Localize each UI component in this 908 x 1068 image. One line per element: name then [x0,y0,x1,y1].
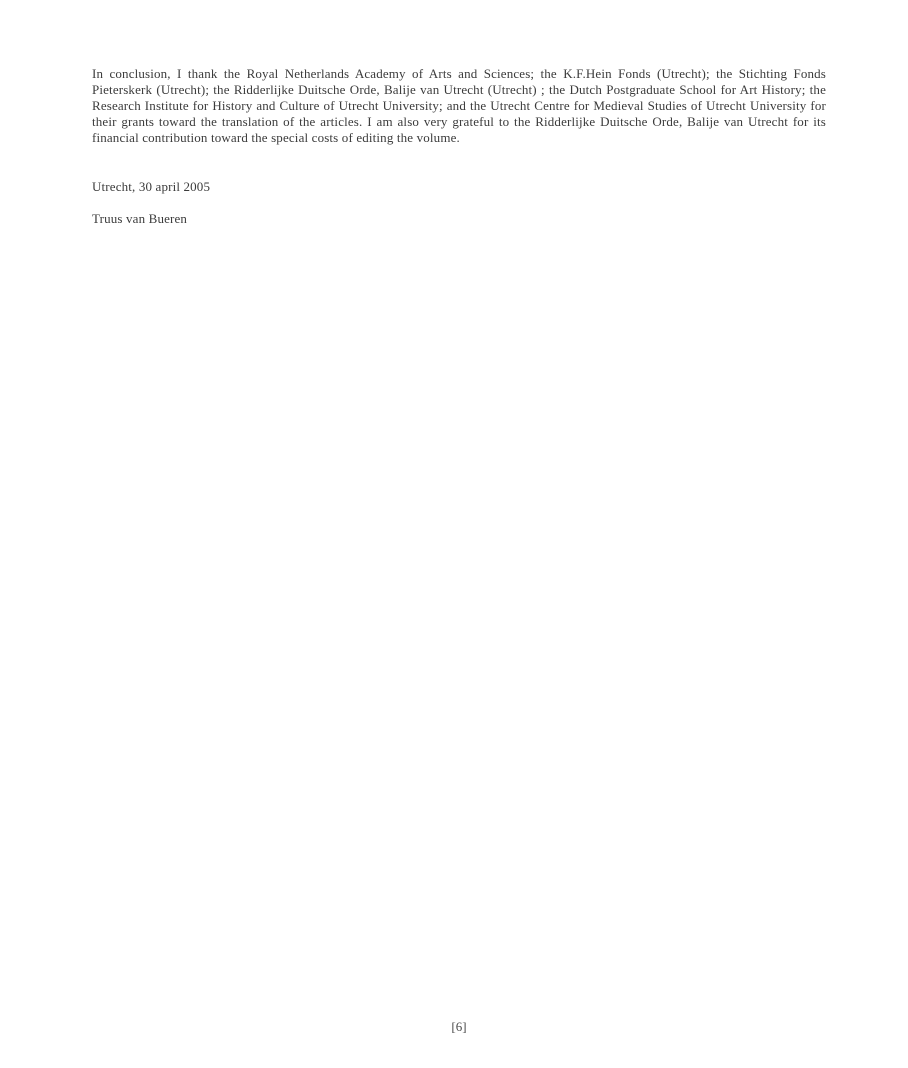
page-number: [6] [451,1019,467,1034]
acknowledgments-paragraph: In conclusion, I thank the Royal Netherlands Academy of Arts and Sciences; the K.F.Hein Fonds (Utrecht); the Stichting Fonds Pieterskerk (Utrecht); the Ridderlijke Duitsche Orde, Balije van Utrecht (Utrecht) ; the Dutch Postgraduate School for Art History; the Research Institute for History and Culture of Utrecht University; and the Utrecht Centre for Medieval Studies of Utrecht University for their grants toward the translation of the articles. I am also very grateful to the Ridderlijke Duitsche Orde, Balije van Utrecht for its financial contribution toward the special costs of editing the volume. [92,66,826,145]
author-signature: Truus van Bueren [92,211,188,226]
place-date-line: Utrecht, 30 april 2005 [92,179,211,194]
